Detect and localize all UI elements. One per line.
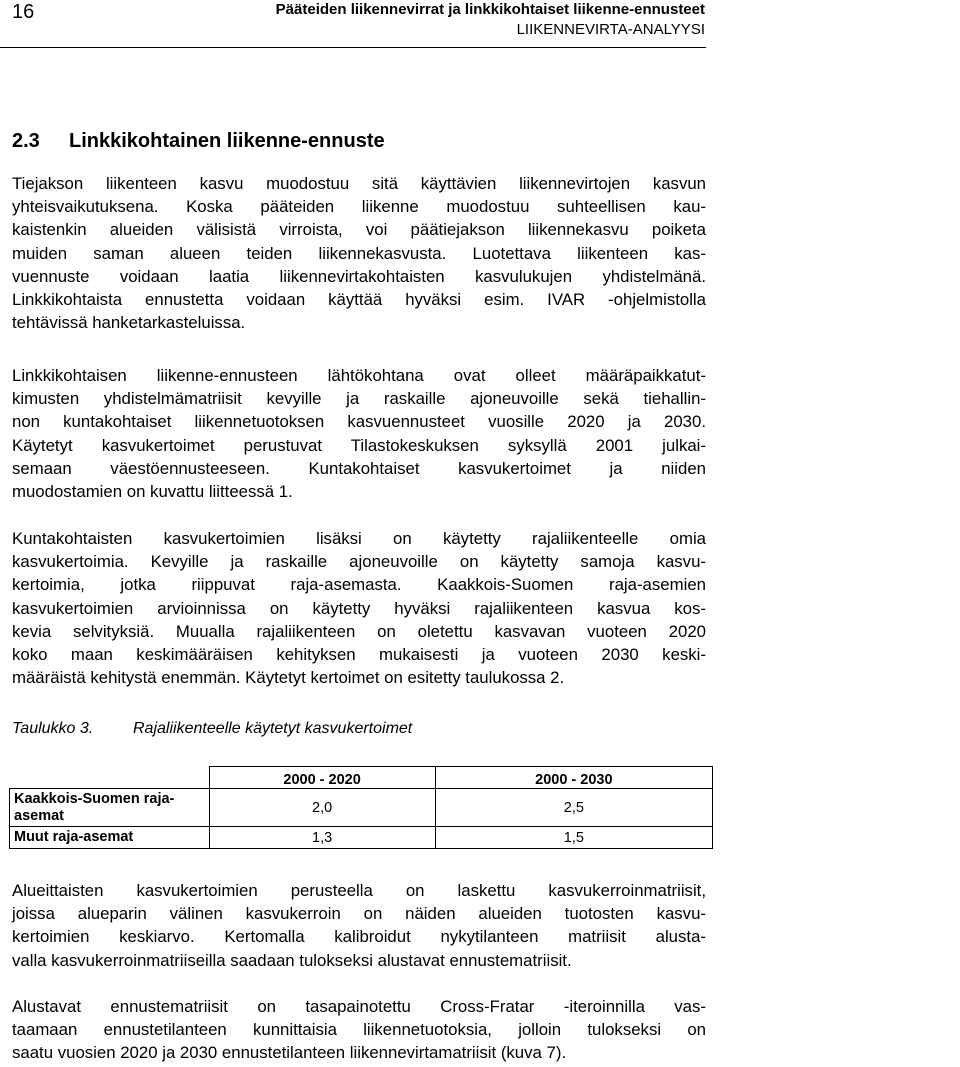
text-line: määräistä kehitystä enemmän. Käytetyt kertoimet on esitetty taulukossa 2. (12, 668, 565, 688)
text-line: kertoimia, jotka riippuvat raja-asemasta. Kaakkois-Suomen raja-asemien (12, 575, 706, 595)
table-corner-cell (10, 767, 210, 789)
table-row (10, 827, 713, 849)
text-line: Tiejakson liikenteen kasvu muodostuu sitä käyttävien liikennevirtojen kasvun (12, 174, 706, 193)
text-line: vuennuste voidaan laatia liikennevirtakohtaisten kasvulukujen yhdistelmänä. (12, 266, 706, 286)
text-line: kasvukertoimien arvioinnissa on käytetty hyväksi rajaliikenteen kasvua kos- (12, 598, 706, 618)
paragraph-1 (12, 172, 706, 334)
text-line: koko maan keskimääräisen kehityksen mukaisesti ja vuoteen 2030 keski- (12, 645, 706, 665)
text-line: Alustavat ennustematriisit on tasapainotettu Cross-Fratar -iteroinnilla vas- (12, 997, 706, 1016)
table-caption (12, 718, 412, 740)
table-caption-title: Rajaliikenteelle käytetyt kasvukertoimet (133, 720, 413, 737)
text-line: Linkkikohtaista ennustetta voidaan käyttää hyväksi esim. IVAR -ohjelmistolla (12, 290, 706, 310)
paragraph-3 (12, 527, 706, 689)
text-line: non kuntakohtaiset liikennetuotoksen kasvuennusteet vuosille 2020 ja 2030. (12, 412, 706, 432)
running-header-subtitle: LIIKENNEVIRTA-ANALYYSI (516, 21, 705, 38)
section-title: Linkkikohtainen liikenne-ennuste (69, 130, 385, 152)
paragraph-4 (12, 879, 706, 972)
text-line: tehtävissä hanketarkasteluissa. (12, 313, 246, 333)
text-line: kevia selvityksiä. Muualla rajaliikenteen on oletettu kasvavan vuoteen 2020 (12, 621, 706, 641)
text-line: Kuntakohtaisten kasvukertoimien lisäksi on käytetty rajaliikenteelle omia (12, 529, 706, 548)
text-line: joissa alueparin välinen kasvukerroin on näiden alueiden tuotosten kasvu- (12, 904, 706, 924)
table-header-row (10, 767, 713, 789)
text-line: valla kasvukerroinmatriiseilla saadaan tulokseksi alustavat ennustematriisit. (12, 950, 572, 970)
text-line: muiden saman alueen teiden liikennekasvusta. Luotettava liikenteen kas- (12, 243, 706, 263)
table-cell: 1,5 (435, 827, 712, 849)
text-line: taamaan ennustetilanteen kunnittaisia liikennetuotoksia, jolloin tulokseksi on (12, 1020, 706, 1040)
column-header: 2000 - 2030 (435, 767, 712, 789)
section-number: 2.3 (12, 130, 40, 152)
text-line: Linkkikohtaisen liikenne-ennusteen lähtökohtana ovat olleet määräpaikkatut- (12, 366, 706, 385)
row-label (10, 789, 210, 827)
running-header-title: Pääteiden liikennevirrat ja linkkikohtaiset liikenne-ennusteet (275, 1, 705, 18)
paragraph-2 (12, 364, 706, 503)
text-line: muodostamien on kuvattu liitteessä 1. (12, 482, 293, 502)
table-row (10, 789, 713, 827)
text-line: Käytetyt kasvukertoimet perustuvat Tilastokeskuksen syksyllä 2001 julkai- (12, 435, 706, 455)
table-cell: 1,3 (209, 827, 435, 849)
section-heading (12, 128, 385, 154)
growth-factor-table (9, 766, 713, 849)
row-label: Muut raja-asemat (10, 827, 210, 849)
paragraph-5 (12, 995, 706, 1065)
table-cell: 2,5 (435, 789, 712, 827)
text-line: Alueittaisten kasvukertoimien perusteella on laskettu kasvukerroinmatriisit, (12, 881, 706, 900)
row-label-line: Kaakkois-Suomen raja- (14, 790, 175, 807)
text-line: yhteisvaikutuksena. Koska pääteiden liikenne muodostuu suhteellisen kau- (12, 197, 706, 217)
text-line: kasvukertoimia. Kevyille ja raskaille ajoneuvoille on käytetty samoja kasvu- (12, 552, 706, 572)
text-line: kertoimien keskiarvo. Kertomalla kalibroidut nykytilanteen matriisit alusta- (12, 927, 706, 947)
page-number: 16 (12, 1, 35, 23)
header-divider (0, 47, 706, 48)
text-line: kimusten yhdistelmämatriisit kevyille ja raskaille ajoneuvoille sekä tiehallin- (12, 389, 706, 409)
table-caption-label: Taulukko 3. (12, 720, 94, 737)
text-line: semaan väestöennusteeseen. Kuntakohtaiset kasvukertoimet ja niiden (12, 458, 706, 478)
column-header: 2000 - 2020 (209, 767, 435, 789)
text-line: saatu vuosien 2020 ja 2030 ennustetilanteen liikennevirtamatriisit (kuva 7). (12, 1043, 567, 1063)
text-line: kaistenkin alueiden välisistä virroista, voi päätiejakson liikennekasvu poiketa (12, 220, 706, 240)
row-label-line: asemat (14, 807, 64, 824)
table-cell: 2,0 (209, 789, 435, 827)
